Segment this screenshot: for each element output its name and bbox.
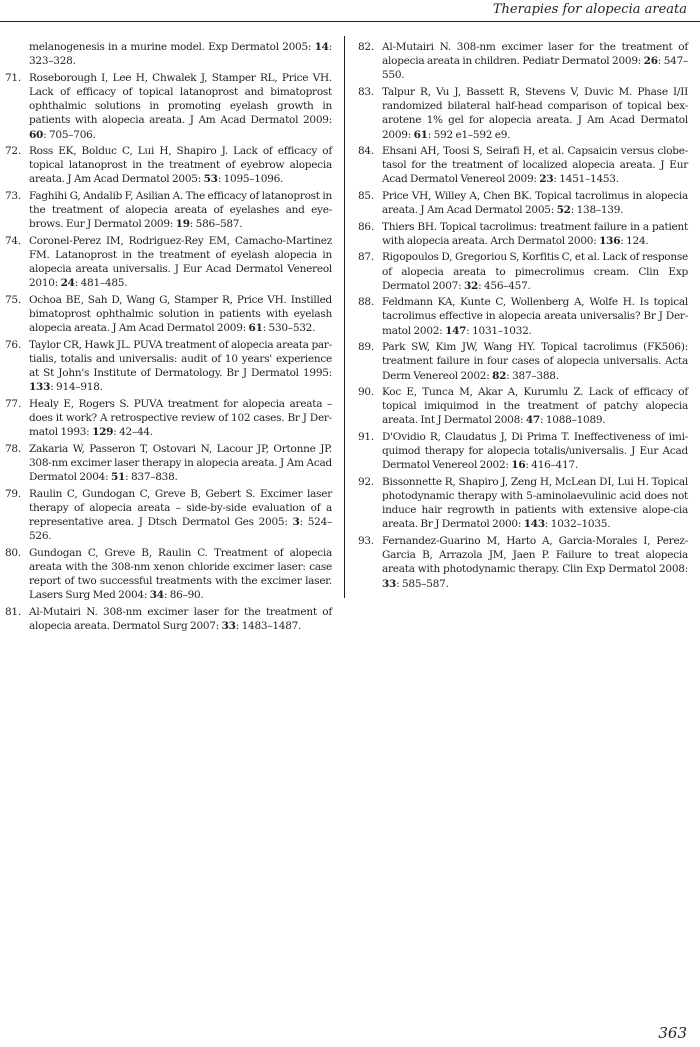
reference-citation: Taylor CR, Hawk JL. PUVA treatment of alopecia areata par-tialis, totalis and universalis: audit of 10 years' experience at St John's Institute of Dermatology. Br J Dermatol 1995: <box>29 338 332 380</box>
reference-number: 93. <box>358 534 374 547</box>
reference-number: 89. <box>358 341 374 354</box>
reference-citation: Zakaria W, Passeron T, Ostovari N, Lacour JP, Ortonne JP. 308-nm excimer laser therapy in alopecia areata. J Am Acad Dermatol 2004: <box>29 442 332 484</box>
reference-pages: : 592 e1–592 e9. <box>427 128 511 141</box>
reference-entry <box>5 234 332 291</box>
header-rule <box>0 21 700 22</box>
reference-number: 74. <box>5 234 21 247</box>
reference-citation: Koc E, Tunca M, Akar A, Kurumlu Z. Lack of efficacy of topical imiquimod in the treatment of patchy alopecia areata. Int J Dermatol 2008: <box>382 386 688 427</box>
reference-citation: D'Ovidio R, Claudatus J, Di Prima T. Ineffectiveness of imi-quimod therapy for alopecia totalis/universalis. J Eur Acad Dermatol Venereol 2002: <box>382 430 688 472</box>
reference-pages: : 1088–1089. <box>540 414 606 427</box>
reference-entry <box>358 534 688 591</box>
reference-number: 79. <box>5 487 21 500</box>
reference-pages: : 547–550. <box>382 55 688 82</box>
reference-entry <box>5 338 332 395</box>
reference-pages: : 138–139. <box>570 204 624 217</box>
column-divider <box>344 36 345 598</box>
reference-volume: 33 <box>382 577 397 590</box>
reference-volume: 147 <box>445 324 467 337</box>
running-title: Therapies for alopecia areata <box>492 2 687 17</box>
reference-citation: melanogenesis in a murine model. Exp Dermatol 2005: <box>29 41 315 53</box>
reference-citation: Al-Mutairi N. 308-nm excimer laser for the treatment of alopecia areata in children. Pediatr Dermatol 2009: <box>382 41 688 68</box>
reference-entry <box>358 475 688 532</box>
reference-citation: Ochoa BE, Sah D, Wang G, Stamper R, Price VH. Instilled bimatoprost ophthalmic solution in patients with eyelash alopecia areata. J Am Acad Dermatol 2009: <box>29 293 332 335</box>
reference-entry <box>5 487 332 544</box>
reference-entry <box>358 250 688 293</box>
reference-pages: : 124. <box>620 234 649 247</box>
reference-number: 92. <box>358 475 374 488</box>
reference-pages: : 837–838. <box>125 471 178 484</box>
reference-number: 80. <box>5 546 21 559</box>
reference-number: 90. <box>358 386 374 399</box>
reference-volume: 51 <box>110 471 126 484</box>
reference-number: 81. <box>5 605 21 618</box>
reference-citation: Thiers BH. Topical tacrolimus: treatment failure in a patient with alopecia areata. Arch Dermatol 2000: <box>382 220 688 247</box>
reference-volume: 16 <box>511 459 526 472</box>
reference-volume: 14 <box>314 41 329 53</box>
reference-volume: 26 <box>643 55 658 68</box>
reference-volume: 53 <box>203 173 218 186</box>
reference-entry <box>358 385 688 428</box>
reference-number: 91. <box>358 430 374 443</box>
reference-pages: : 530–532. <box>262 322 316 335</box>
reference-volume: 60 <box>29 128 44 141</box>
reference-pages: : 914–918. <box>50 381 103 394</box>
reference-pages: : 323–328. <box>29 41 332 68</box>
reference-citation: Al-Mutairi N. 308-nm excimer laser for the treatment of alopecia areata. Dermatol Surg 2007: <box>29 605 332 633</box>
reference-column-left <box>5 40 332 636</box>
reference-number: 85. <box>358 189 374 202</box>
page-number: 363 <box>658 1024 687 1042</box>
reference-pages: : 481–485. <box>74 277 128 290</box>
reference-entry <box>358 340 688 383</box>
reference-pages: : 42–44. <box>113 426 153 439</box>
reference-entry <box>358 40 688 83</box>
reference-number: 77. <box>5 397 21 410</box>
reference-number: 83. <box>358 85 374 98</box>
reference-number: 73. <box>5 189 21 202</box>
reference-citation: Gundogan C, Greve B, Raulin C. Treatment of alopecia areata with the 308-nm xenon chloride excimer laser: case report of two successful treatments with the excimer laser. Lasers Surg Med 2004: <box>29 546 332 602</box>
reference-entry <box>5 546 332 603</box>
reference-entry <box>5 40 332 68</box>
reference-entry <box>5 442 332 485</box>
reference-entry <box>5 189 332 232</box>
reference-pages: : 1031–1032. <box>466 324 532 337</box>
reference-entry <box>358 144 688 187</box>
reference-entry <box>5 397 332 440</box>
reference-citation: Bissonnette R, Shapiro J, Zeng H, McLean DI, Lui H. Topical photodynamic therapy with 5-aminolaevulinic acid does not induce hair regrowth in patients with extensive alope-cia areata. Br J Dermatol 2000: <box>382 475 688 531</box>
reference-citation: Raulin C, Gundogan C, Greve B, Gebert S. Excimer laser therapy of alopecia areata – side-by-side evaluation of a representative area. J Dtsch Dermatol Ges 2005: <box>29 487 332 529</box>
reference-citation: Talpur R, Vu J, Bassett R, Stevens V, Duvic M. Phase I/II randomized bilateral half-head comparison of topical bex-arotene 1% gel for alopecia areata. J Am Acad Dermatol 2009: <box>382 85 688 141</box>
reference-number: 87. <box>358 251 374 264</box>
reference-citation: Ehsani AH, Toosi S, Seirafi H, et al. Capsaicin versus clobe-tasol for the treatment of localized alopecia areata. J Eur Acad Dermatol Venereol 2009: <box>382 145 688 186</box>
reference-volume: 129 <box>92 426 114 439</box>
reference-citation: Ross EK, Bolduc C, Lui H, Shapiro J. Lack of efficacy of topical latanoprost in the treatment of eyebrow alopecia areata. J Am Acad Dermatol 2005: <box>29 145 332 186</box>
reference-pages: : 1451–1453. <box>553 173 619 186</box>
reference-volume: 52 <box>556 204 571 217</box>
reference-entry <box>5 71 332 142</box>
reference-volume: 24 <box>60 277 75 290</box>
reference-column-right <box>358 40 688 593</box>
reference-volume: 19 <box>175 218 190 231</box>
reference-volume: 47 <box>525 414 540 427</box>
reference-number: 82. <box>358 41 374 53</box>
reference-pages: : 585–587. <box>396 577 449 590</box>
reference-volume: 33 <box>221 620 236 633</box>
reference-pages: : 387–388. <box>506 369 559 382</box>
reference-entry <box>358 295 688 338</box>
reference-pages: : 416–417. <box>525 459 578 472</box>
reference-entry <box>358 220 688 248</box>
reference-pages: : 586–587. <box>189 218 243 231</box>
reference-number: 71. <box>5 71 21 84</box>
reference-citation: Park SW, Kim JW, Wang HY. Topical tacrolimus (FK506): treatment failure in four cases of alopecia universalis. Acta Derm Venereol 2002: <box>382 341 688 382</box>
reference-volume: 32 <box>463 279 479 292</box>
reference-citation: Roseborough I, Lee H, Chwalek J, Stamper RL, Price VH. Lack of efficacy of topical latanoprost and bimatoprost ophthalmic solutions in promoting eyelash growth in patients with alopecia areata. J Am Acad Dermatol 2009: <box>29 71 332 127</box>
reference-volume: 82 <box>492 369 507 382</box>
reference-citation: Faghihi G, Andalib F, Asilian A. The efficacy of latanoprost in the treatment of alopecia areata of eyelashes and eye-brows. Eur J Dermatol 2009: <box>29 189 332 231</box>
reference-citation: Feldmann KA, Kunte C, Wollenberg A, Wolfe H. Is topical tacrolimus effective in alopecia areata universalis? Br J Der-matol 2002: <box>382 296 688 337</box>
reference-entry <box>358 430 688 473</box>
reference-entry <box>5 605 332 633</box>
reference-volume: 34 <box>149 589 164 602</box>
reference-number: 88. <box>358 296 374 309</box>
reference-pages: : 1095–1096. <box>217 173 284 186</box>
reference-volume: 23 <box>539 173 554 186</box>
reference-entry <box>5 144 332 187</box>
reference-volume: 61 <box>413 128 428 141</box>
reference-citation: Rigopoulos D, Gregoriou S, Korfitis C, et al. Lack of response of alopecia areata to pimecrolimus cream. Clin Exp Dermatol 2007: <box>382 251 688 292</box>
reference-entry <box>5 293 332 336</box>
reference-citation: Healy E, Rogers S. PUVA treatment for alopecia areata – does it work? A retrospective review of 102 cases. Br J Der-matol 1993: <box>29 397 332 439</box>
reference-number: 78. <box>5 442 21 455</box>
reference-entry <box>358 85 688 142</box>
reference-volume: 61 <box>248 322 263 335</box>
reference-number: 86. <box>358 220 374 233</box>
reference-pages: : 524–526. <box>29 516 332 543</box>
reference-volume: 143 <box>523 518 545 531</box>
reference-number: 84. <box>358 145 374 158</box>
reference-citation: Coronel-Perez IM, Rodriguez-Rey EM, Camacho-Martinez FM. Latanoprost in the treatment of eyelash alopecia in alopecia areata universalis. J Eur Acad Dermatol Venereol 2010: <box>29 234 332 290</box>
reference-volume: 133 <box>29 381 51 394</box>
reference-pages: : 1483–1487. <box>235 620 302 633</box>
reference-number: 75. <box>5 293 21 306</box>
reference-pages: : 705–706. <box>43 128 96 141</box>
reference-number: 72. <box>5 145 21 158</box>
reference-pages: : 456–457. <box>478 279 531 292</box>
reference-citation: Price VH, Willey A, Chen BK. Topical tacrolimus in alopecia areata. J Am Acad Dermatol 2005: <box>382 189 688 217</box>
reference-citation: Fernandez-Guarino M, Harto A, Garcia-Morales I, Perez-Garcia B, Arrazola JM, Jaen P. Failure to treat alopecia areata with photodynamic therapy. Clin Exp Dermatol 2008: <box>382 534 688 576</box>
reference-pages: : 86–90. <box>163 589 204 602</box>
reference-volume: 136 <box>599 234 621 247</box>
reference-entry <box>358 189 688 217</box>
reference-volume: 3 <box>292 516 300 529</box>
reference-pages: : 1032–1035. <box>544 518 611 531</box>
reference-number: 76. <box>5 338 21 351</box>
